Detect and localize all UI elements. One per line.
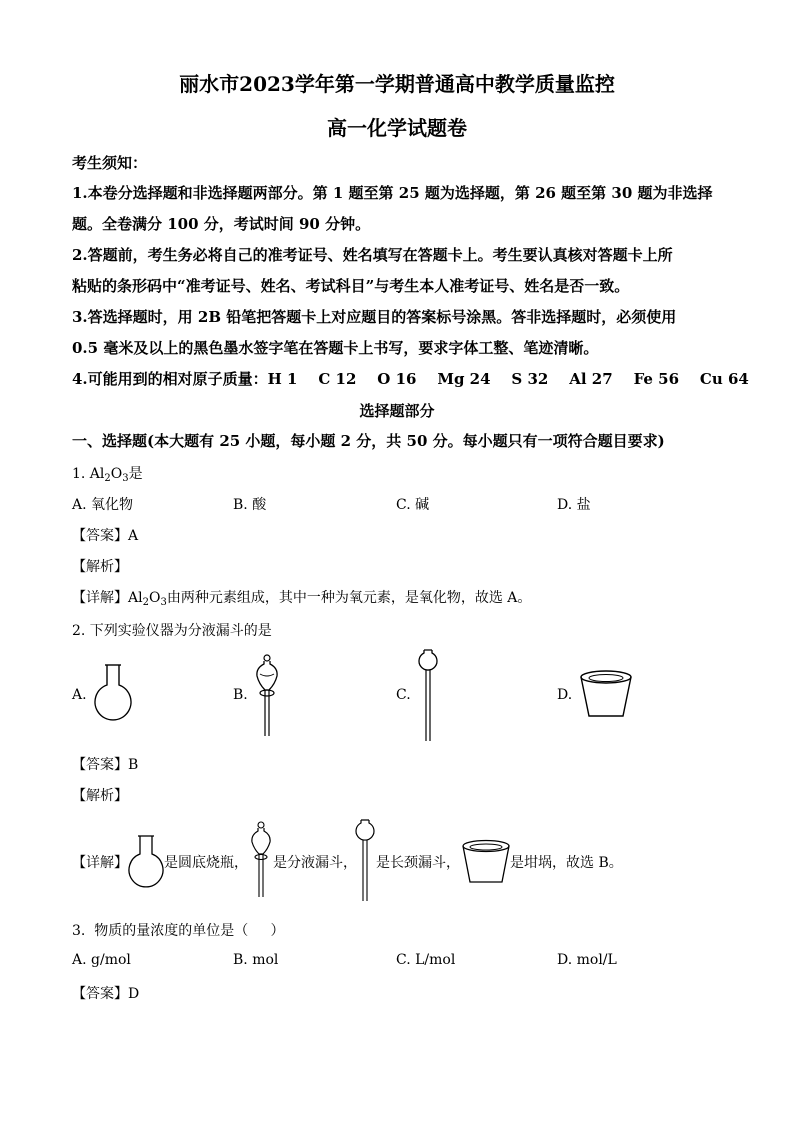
separatory-funnel-icon xyxy=(252,652,282,740)
crucible-icon xyxy=(460,838,512,886)
notice-line-1a: 1.本卷分选择题和非选择题两部分。第 1 题至第 25 题为选择题，第 26 题至第 30 题为非选择 xyxy=(72,184,713,202)
q1-detail: 【详解】$Al_2O_3$由两种元素组成，其中一种为氧元素，是氧化物，故选 A。 xyxy=(72,590,532,608)
q1-option-c: C. 碱 xyxy=(396,497,430,513)
section-title: 选择题部分 xyxy=(359,402,435,420)
q2-detail-3: 是长颈漏斗， xyxy=(376,855,460,871)
q2-stem: 2. 下列实验仪器为分液漏斗的是 xyxy=(72,623,272,639)
q1-option-b: B. 酸 xyxy=(233,497,267,513)
separatory-funnel-icon xyxy=(248,820,274,900)
q1-analysis-tag: 【解析】 xyxy=(72,559,128,575)
q2-option-d: D. xyxy=(557,687,573,703)
q3-answer: 【答案】D xyxy=(72,986,140,1002)
q1-option-a: A. 氧化物 xyxy=(72,497,134,513)
q2-detail-4: 是坩埚，故选 B。 xyxy=(510,855,623,871)
q2-answer: 【答案】B xyxy=(72,757,139,773)
crucible-icon xyxy=(578,668,634,720)
q1-option-d: D. 盐 xyxy=(557,497,591,513)
notice-line-2b: 粘贴的条形码中“准考证号、姓名、考试科目”与考生本人准考证号、姓名是否一致。 xyxy=(72,277,630,295)
exam-subtitle: 高一化学试题卷 xyxy=(327,116,467,140)
q2-option-c: C. xyxy=(396,687,411,703)
round-bottom-flask-icon xyxy=(126,834,166,890)
notice-line-1b: 题。全卷满分 100 分，考试时间 90 分钟。 xyxy=(72,215,371,233)
q3-option-a: A. g/mol xyxy=(72,952,131,968)
q3-option-b: B. mol xyxy=(233,952,279,968)
q2-detail-2: 是分液漏斗， xyxy=(273,855,357,871)
part-one-heading: 一、选择题(本大题有 25 小题，每小题 2 分，共 50 分。每小题只有一项符合题目要求) xyxy=(72,432,665,450)
exam-title: 丽水市2023学年第一学期普通高中教学质量监控 xyxy=(179,72,615,96)
q1-stem: 1. $Al_2O_3$是 xyxy=(72,466,143,484)
round-bottom-flask-icon xyxy=(90,663,136,723)
q3-option-c: C. L/mol xyxy=(396,952,456,968)
notice-line-4: 4.可能用到的相对原子质量：H 1 C 12 O 16 Mg 24 S 32 Al 27 Fe 56 Cu 64 xyxy=(72,370,749,388)
q2-option-a: A. xyxy=(72,687,87,703)
notice-line-3b: 0.5 毫米及以上的黑色墨水签字笔在答题卡上书写，要求字体工整、笔迹清晰。 xyxy=(72,339,599,357)
long-neck-funnel-icon xyxy=(352,818,378,904)
q2-detail-tag: 【详解】 xyxy=(72,855,128,871)
notice-line-2a: 2.答题前，考生务必将自己的准考证号、姓名填写在答题卡上。考生要认真核对答题卡上所 xyxy=(72,246,673,264)
q2-option-b: B. xyxy=(233,687,248,703)
notice-line-3a: 3.答选择题时，用 2B 铅笔把答题卡上对应题目的答案标号涂黑。答非选择题时，必须使用 xyxy=(72,308,677,326)
q2-analysis-tag: 【解析】 xyxy=(72,788,128,804)
notice-heading: 考生须知： xyxy=(72,154,148,172)
q1-answer: 【答案】A xyxy=(72,528,139,544)
long-neck-funnel-icon xyxy=(414,648,442,744)
q3-stem: 3. 物质的量浓度的单位是（ ） xyxy=(72,923,285,939)
q3-option-d: D. mol/L xyxy=(557,952,617,968)
q2-detail-1: 是圆底烧瓶， xyxy=(164,855,248,871)
